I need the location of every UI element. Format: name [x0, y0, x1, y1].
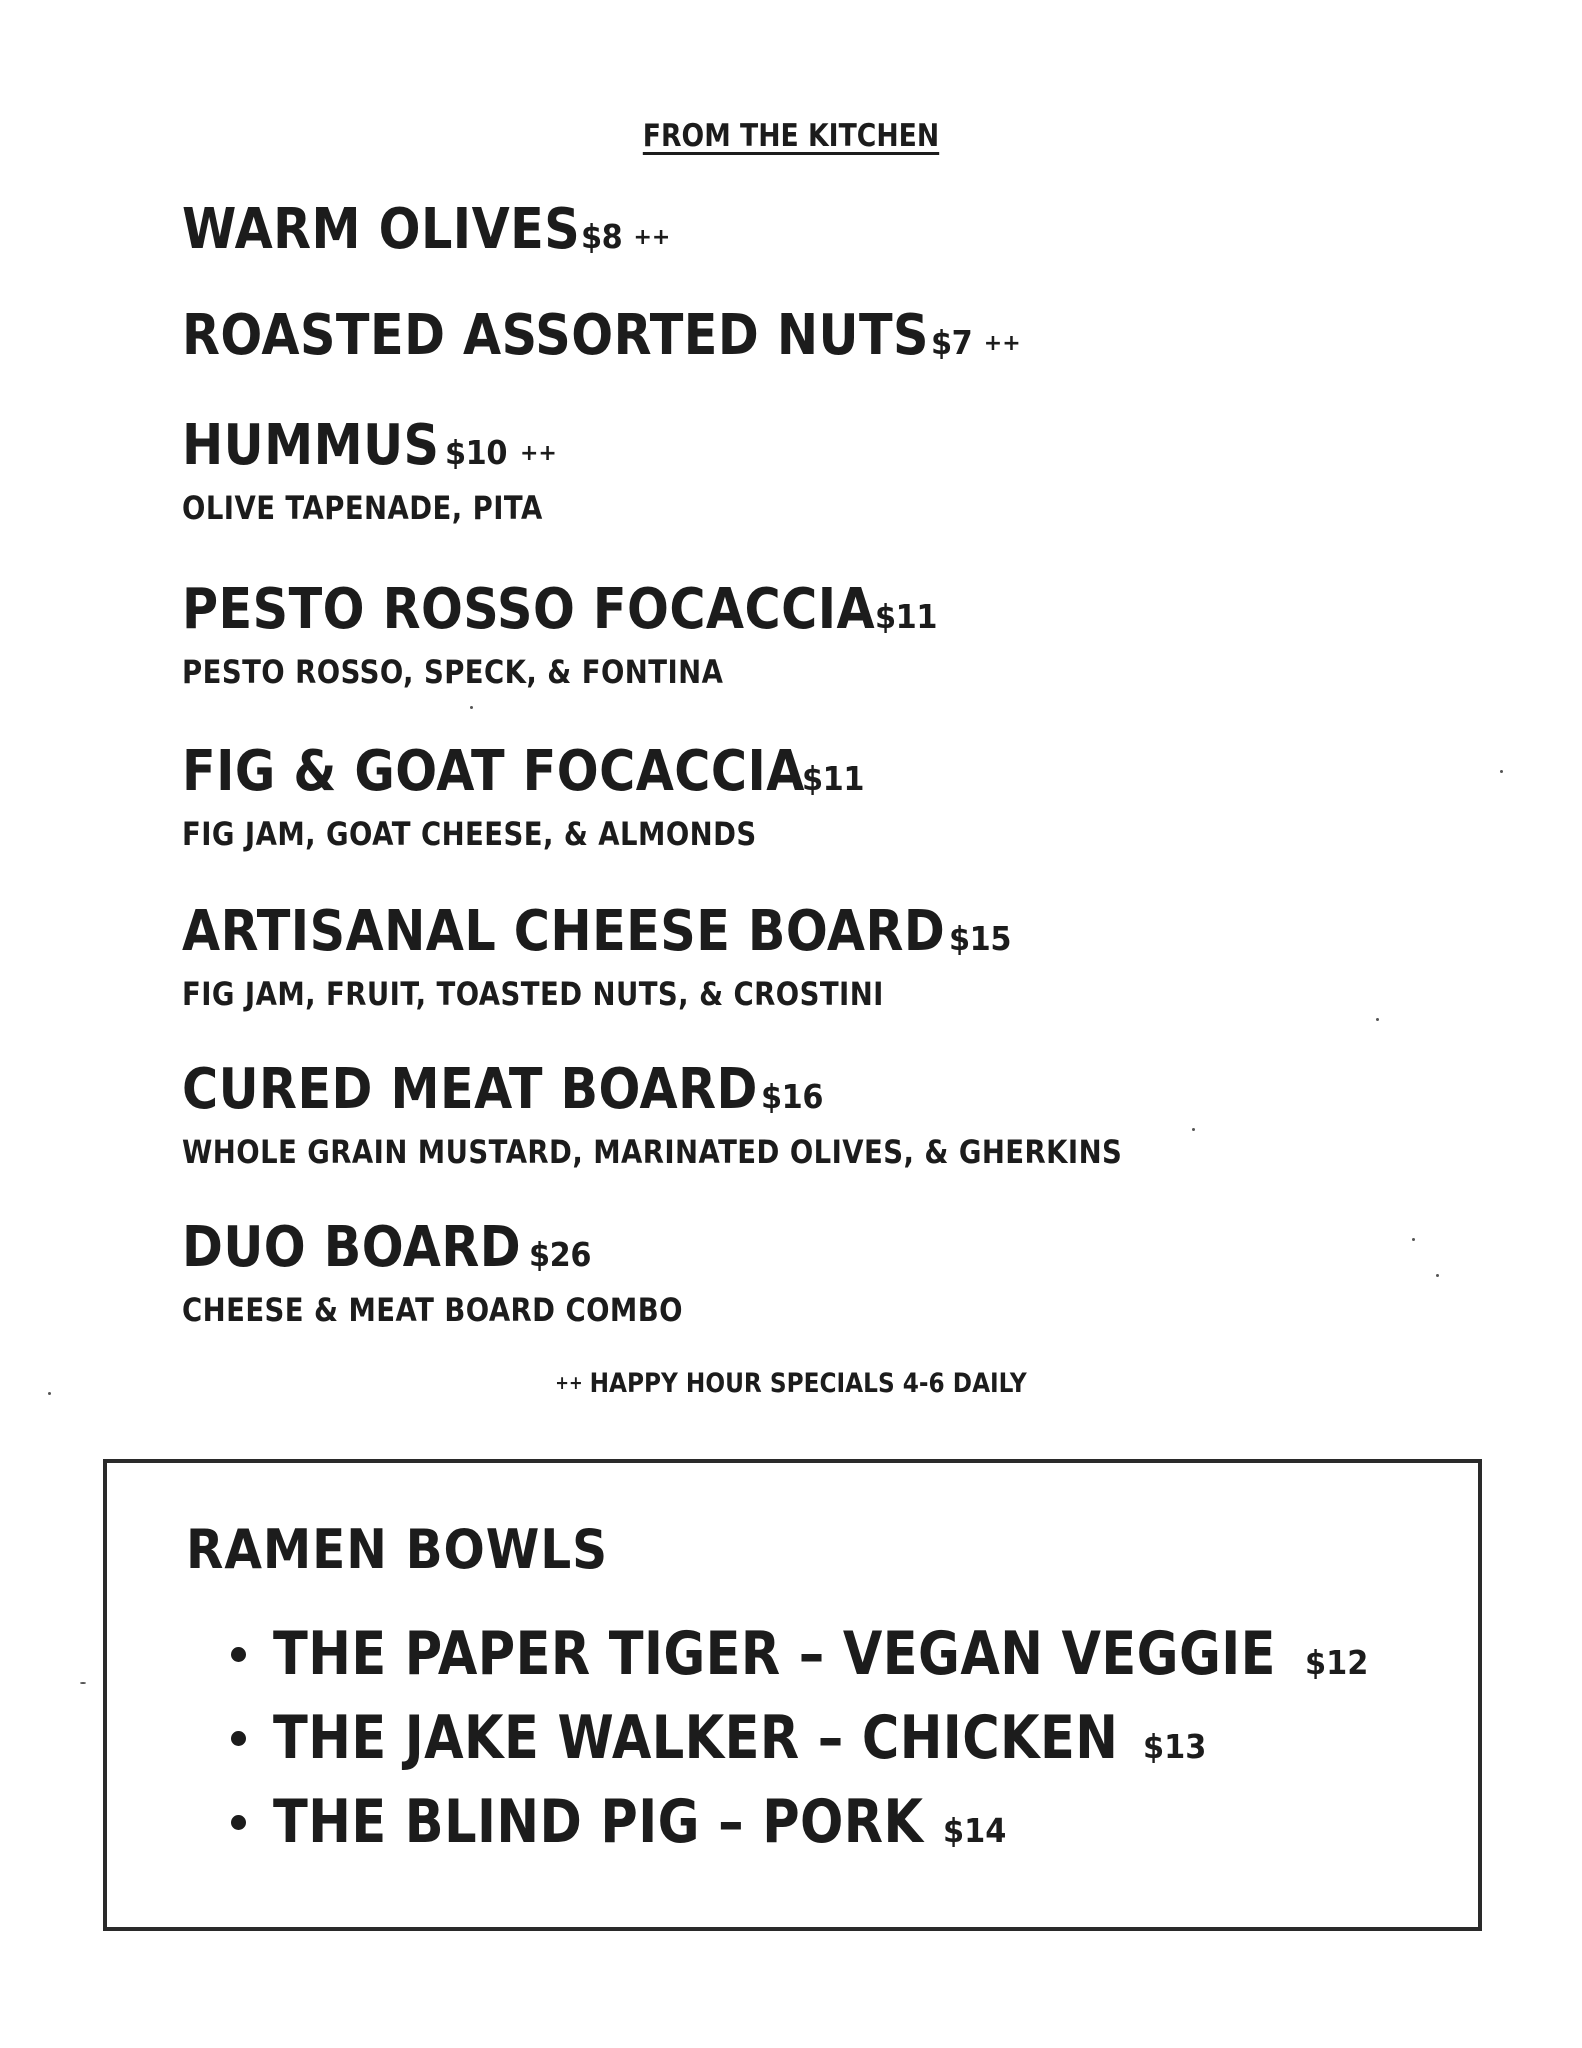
ramen-price: $12 — [1304, 1643, 1369, 1682]
item-price: $11 — [874, 597, 937, 636]
menu-item-warm-olives — [182, 197, 671, 262]
scan-speck — [80, 1682, 86, 1684]
item-description: FIG JAM, GOAT CHEESE, & ALMONDS — [182, 815, 757, 853]
footnote-text: HAPPY HOUR SPECIALS 4-6 DAILY — [589, 1368, 1027, 1399]
scan-speck — [1500, 770, 1503, 773]
item-name: ROASTED ASSORTED NUTS — [182, 303, 929, 368]
scan-speck — [1412, 1238, 1415, 1241]
item-name: DUO BOARD — [182, 1215, 522, 1280]
ramen-price: $13 — [1142, 1727, 1206, 1766]
item-description: WHOLE GRAIN MUSTARD, MARINATED OLIVES, & GHERKINS — [182, 1133, 1123, 1171]
scan-speck — [470, 706, 473, 709]
item-price: $11 — [801, 759, 864, 798]
item-price: $15 — [949, 919, 1012, 958]
menu-item-artisanal-cheese-board — [182, 899, 1049, 1013]
happy-hour-mark: ++ — [633, 225, 671, 250]
menu-item-duo-board — [182, 1215, 765, 1329]
happy-hour-mark: ++ — [983, 331, 1021, 356]
ramen-item — [231, 1705, 1374, 1789]
menu-item-pesto-rosso-focaccia — [182, 577, 970, 691]
ramen-name: THE JAKE WALKER – CHICKEN — [273, 1703, 1119, 1773]
item-price: $26 — [529, 1235, 592, 1274]
item-name: FIG & GOAT FOCACCIA — [182, 739, 805, 804]
ramen-item — [231, 1621, 1374, 1705]
item-price: $7 — [930, 323, 973, 362]
bullet-icon — [231, 1731, 246, 1746]
page-heading: FROM THE KITCHEN — [642, 118, 940, 154]
item-name: WARM OLIVES — [182, 197, 581, 262]
item-description: CHEESE & MEAT BOARD COMBO — [182, 1291, 683, 1329]
item-name: HUMMUS — [182, 413, 440, 478]
scan-speck — [48, 1392, 51, 1395]
happy-hour-mark: ++ — [555, 1372, 583, 1394]
ramen-box — [103, 1459, 1482, 1931]
menu-item-cured-meat-board — [182, 1057, 1275, 1171]
item-name: ARTISANAL CHEESE BOARD — [182, 899, 946, 964]
item-price: $10 — [444, 433, 507, 472]
scan-speck — [1436, 1274, 1439, 1277]
ramen-name: THE PAPER TIGER – VEGAN VEGGIE — [273, 1619, 1276, 1689]
item-description: OLIVE TAPENADE, PITA — [182, 489, 543, 527]
ramen-list — [231, 1621, 1374, 1873]
scan-speck — [1192, 1128, 1195, 1131]
scan-speck — [1376, 1018, 1379, 1021]
item-price: $16 — [761, 1077, 824, 1116]
happy-hour-footnote — [111, 1368, 1472, 1399]
bullet-icon — [231, 1647, 246, 1662]
item-price: $8 — [580, 217, 622, 256]
item-description: FIG JAM, FRUIT, TOASTED NUTS, & CROSTINI — [182, 975, 884, 1013]
ramen-item — [231, 1789, 1374, 1873]
menu-item-fig-goat-focaccia — [182, 739, 890, 853]
item-description: PESTO ROSSO, SPECK, & FONTINA — [182, 653, 724, 691]
menu-item-roasted-assorted-nuts — [182, 303, 1031, 368]
ramen-price: $14 — [943, 1811, 1007, 1850]
happy-hour-mark: ++ — [520, 441, 557, 466]
bullet-icon — [231, 1815, 246, 1830]
item-name: CURED MEAT BOARD — [182, 1057, 758, 1122]
ramen-title: RAMEN BOWLS — [186, 1518, 609, 1581]
menu-item-hummus — [182, 413, 601, 527]
item-name: PESTO ROSSO FOCACCIA — [182, 577, 876, 642]
ramen-name: THE BLIND PIG – PORK — [273, 1787, 924, 1857]
